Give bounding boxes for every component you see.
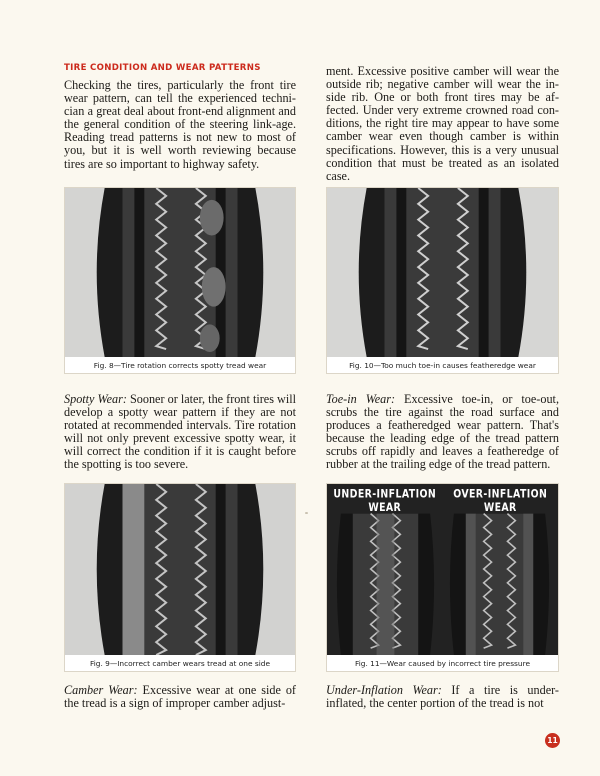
figure-9-caption: Fig. 9—Incorrect camber wears tread at one side: [89, 659, 271, 668]
toein-wear-paragraph: [326, 393, 559, 472]
underinflation-wear-lead: Under-Inflation Wear:: [326, 683, 442, 697]
tire-photo-toein-wear: [327, 188, 558, 357]
figure-8-caption: Fig. 8—Tire rotation corrects spotty tread wear: [93, 361, 267, 370]
toein-wear-lead: Toe-in Wear:: [326, 392, 396, 406]
tire-photo-inflation-wear: [327, 484, 558, 655]
camber-wear-text: Excessive wear at one side of the tread is a sign of improper camber adjust-: [64, 683, 296, 711]
figure-11-caption: Fig. 11—Wear caused by incorrect tire pressure: [354, 659, 531, 668]
spotty-wear-lead: Spotty Wear:: [64, 392, 127, 406]
camber-wear-paragraph: [64, 684, 296, 710]
page-number-badge: 11: [545, 733, 560, 748]
figure-8: [64, 187, 296, 374]
figure-11: [326, 483, 559, 672]
tire-photo-camber-wear: [65, 484, 295, 655]
underinflation-wear-text: If a tire is under-inflated, the center portion of the tread is not: [326, 683, 559, 711]
spotty-wear-paragraph: [64, 393, 296, 472]
figure-9: [64, 483, 296, 672]
underinflation-wear-paragraph: [326, 684, 559, 710]
toein-wear-text: Excessive toe-in, or toe-out, scrubs the tire against the road surface and produces a featheredged wear pattern. That's because the leading edge of the tread pattern scrubs off rapidly and leaves a featheredge of rubber at the trailing edge of the tread pattern.: [326, 392, 559, 472]
print-speck: [305, 512, 308, 514]
spotty-wear-text: Sooner or later, the front tires will develop a spotty wear pattern if they are not rotated at recommended intervals. Tire rotation will not only prevent excessive spotty wear, it will correct the condition if it is caught before the spotting is too severe.: [64, 392, 296, 472]
figure-10-caption: Fig. 10—Too much toe-in causes featheredge wear: [349, 361, 536, 370]
camber-wear-lead: Camber Wear:: [64, 683, 138, 697]
figure-10: [326, 187, 559, 374]
under-inflation-label: UNDER-INFLATION WEAR: [333, 487, 437, 515]
over-inflation-label: OVER-INFLATION WEAR: [453, 487, 548, 515]
tire-photo-spotty-wear: [65, 188, 295, 357]
section-heading: TIRE CONDITION AND WEAR PATTERNS: [64, 63, 261, 73]
intro-paragraph: Checking the tires, particularly the front tire wear pattern, can tell the experienced techni-cian a great deal about front-end alignment and the general condition of the steering link-age. Reading tread patterns is not new to most of you, but it is well worth reviewing because tires are so important to highway safety.: [64, 78, 296, 171]
camber-continuation-paragraph: ment. Excessive positive camber will wear the outside rib; negative camber will wear the in-side rib. One or both front tires may be af-fected. Under very extreme crowned road con-ditions, the right tire may appear to have some camber wear even though camber is within specifications. However, this is a very unusual condition that must be treated as an isolated case.: [326, 64, 559, 183]
